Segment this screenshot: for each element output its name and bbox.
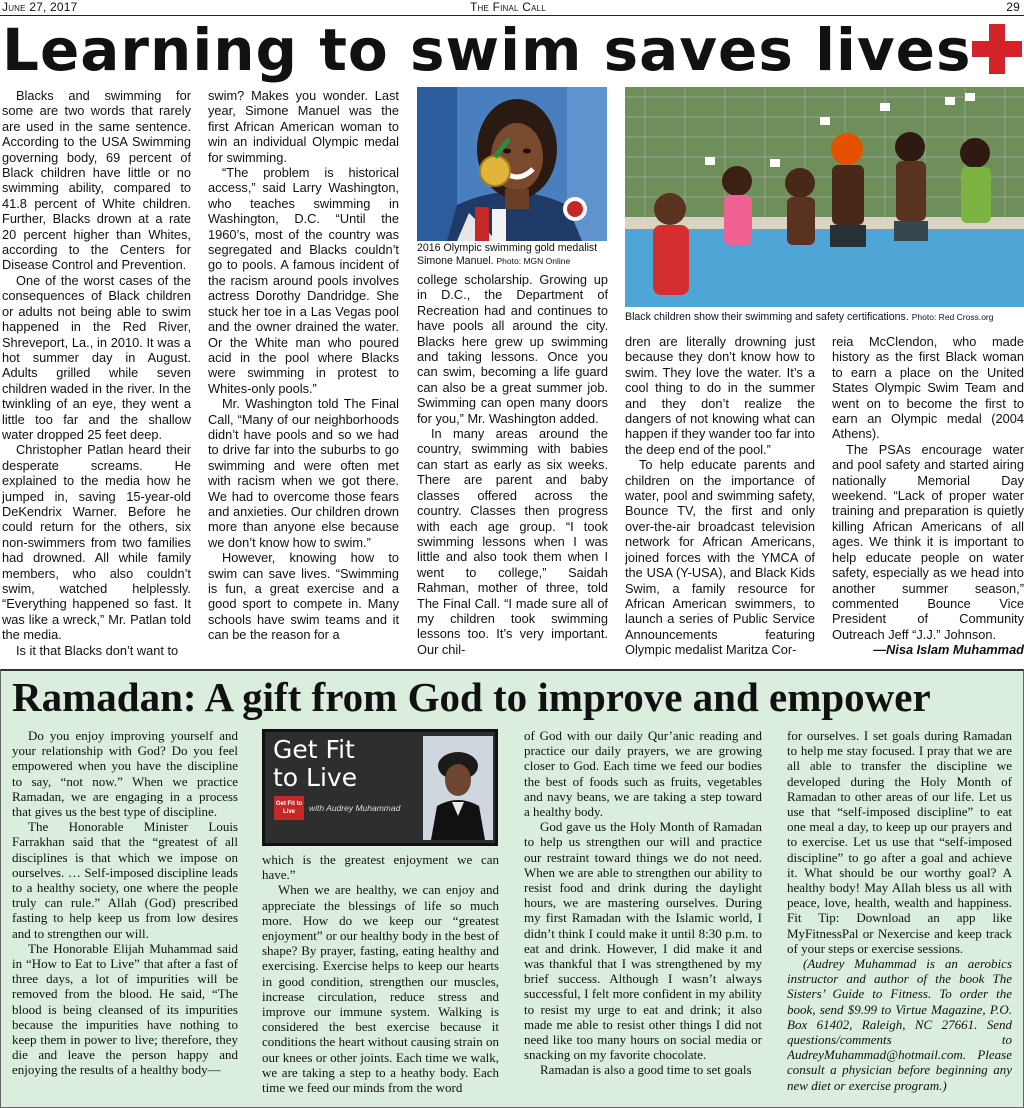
paragraph: for ourselves. I set goals during Ramadan to help me stay focused. I pray that we are all able to transfer the discipline we developed during the Holy Month of Ramadan to other areas of our life. Let us use that “self-imposed discipline” to eat one meal a day, to keep up our prayers and to exercise. Let us use that “self-imposed discipline” to go after a goal and achieve it. What should be our worthy goal? A healthy body! May Allah bless us all with peace, love, health, wealth and happiness. Fit Tip: Download an app like MyFitnessPal or Nexercise and keep track of your steps or exercise sessions.: [787, 728, 1012, 956]
logo-line-2: to Live: [273, 763, 358, 792]
paragraph: Mr. Washington told The Final Call, “Many of our neighborhoods didn’t have pools and so we had to drive far into the suburbs to go swimming and were often met with racism when we got there. We had to overcome those fears and anxieties. Our children drown more than anyone else because we don’t know how to swim.”: [208, 396, 399, 550]
paragraph: When we are healthy, we can enjoy and appreciate the blessings of life so much more. How do we keep our “greatest enjoyment” or our healthy body in the best of shape? By prayer, fasting, eating healthy and exercising. Exercise helps to keep our hearts in good condition, strengthen our muscles, increase circulation, reduce stress and improve our immune system. Walking is considered the best exercise because it conditions the heart without causing strain on our knees or other joints. Each time we walk, we are taking a step to a heathy body. Each time we feed our minds from the word: [262, 882, 499, 1096]
photo-caption-2: [625, 311, 1024, 324]
page-number: 29: [1006, 0, 1020, 14]
paragraph: Ramadan is also a good time to set goals: [540, 1062, 752, 1078]
author-portrait: [423, 736, 493, 840]
logo-subtitle: with Audrey Muhammad: [309, 803, 401, 813]
children-pool-photo: [625, 87, 1024, 307]
get-fit-to-live-logo: [262, 729, 498, 846]
ramadan-headline: Ramadan: A gift from God to improve and empower: [12, 674, 931, 720]
paragraph: swim? Makes you wonder. Last year, Simone Manuel was the first African American woman to win an individual Olympic medal for swimming.: [208, 88, 399, 165]
paragraph: Is it that Blacks don’t want to: [16, 642, 179, 658]
swim-column-5: [832, 334, 1024, 660]
paragraph: which is the greatest enjoyment we can have.”: [262, 852, 499, 883]
paragraph: The PSAs encourage water and pool safety and started airing nationally Memorial Day weekend. “Lack of proper water training and preparation is quietly killing African Americans of all ages. We think it is important to help educate people on water safety, especially as we head into another summer season,” commented Bounce Vice President of Community Outreach Jeff “J.J.” Johnson.: [832, 441, 1024, 642]
photo-credit: Photo: MGN Online: [496, 255, 571, 266]
issue-date: June 27, 2017: [2, 0, 78, 14]
paragraph: “The problem is historical access,” said Larry Washington, who teaches swimming in Washington, D.C. “Until the 1960’s, most of the country was segregated and Blacks couldn’t go to pools. A famous incident of the racism around pools involves actress Dorothy Dandridge. She stuck her toe in a Las Vegas pool and the owner drained the water. Or the White man who poured acid in the pool where Blacks were swimming in protest to Whites-only pools.”: [208, 165, 399, 396]
swim-column-2: [208, 88, 399, 660]
paragraph: college scholarship. Growing up in D.C., the Department of Recreation had and continues to have pools all around the city. Blacks here grew up swimming and taking lessons. Once you can swim, becoming a life guard can also be a great summer job. Swimming can open many doors for you,” Mr. Washington added.: [417, 272, 608, 426]
author-byline: —Nisa Islam Muhammad: [873, 642, 1024, 658]
paragraph: To help educate parents and children on the importance of water, pool and swimming safety, Bounce TV, the first and only over-the-air broadcast television network for African Americans, joined forces with the YMCA of the USA (Y-USA), and Black Kids Swim, a family resource for African American swimmers, to launch a series of Public Service Announcements featuring Olympic medalist Maritza Cor-: [625, 457, 815, 658]
ramadan-column-1: [12, 728, 238, 1103]
paragraph: Do you enjoy improving yourself and your relationship with God? Do you feel empowered when you have the discipline to say, “not now.” When we practice Ramadan, we are engaging in a process that gives us the best type of discipline.: [12, 728, 238, 820]
paragraph: of God with our daily Qur’anic reading and practice our daily prayers, we are growing closer to God. Each time we feed our bodies the best of foods such as fruits, vegetables and navy beans, we are taking a step toward a healthy body.: [524, 728, 762, 820]
paragraph: reia McClendon, who made history as the first Black woman to earn a place on the United States Olympic Swim Team and went on to become the first to earn an Olympic medal (2004 Athens).: [832, 334, 1024, 442]
ramadan-column-4: [787, 728, 1012, 1103]
photo-credit: Photo: Red Cross.org: [911, 312, 994, 322]
caption-text: Black children show their swimming and safety certifications.: [625, 311, 909, 323]
paper-name: The Final Call: [470, 0, 546, 14]
article-headline: Learning to swim saves lives: [2, 16, 972, 84]
swim-column-4: [625, 334, 815, 660]
photo-caption-1: [417, 242, 609, 267]
swim-column-3: [417, 272, 608, 660]
simone-manuel-photo: [417, 87, 607, 241]
paragraph: Blacks and swimming for some are two words that rarely are used in the same sentence. According to the USA Swimming governing body, 69 percent of Black children have little or no swimming ability, compared to 41.8 percent of White children. Further, Blacks drown at a rate 20 percent higher than Whites, according to the Centers for Disease Control and Prevention.: [2, 88, 191, 273]
paragraph: The Honorable Minister Louis Farrakhan said that the “greatest of all disciplines is that which we impose on ourselves. … Self-imposed discipline leads to a healthy society, one where the people truly can rule.” Allah (God) prescribed fasting to help keep us from low desires and to strengthen our will.: [12, 819, 238, 941]
logo-line-1: Get Fit: [273, 735, 355, 764]
swim-column-1: [2, 88, 191, 660]
red-cross-icon: [972, 24, 1022, 74]
paragraph: In many areas around the country, swimming with babies can start as early as six weeks. There are parent and baby classes offered across the country. Classes then progress with each age group. “I took swimming lessons when I was little and also took them when I went to college,” Saidah Rahman, mother of three, told The Final Call. “I made sure all of my children took swimming lessons too. It’s very important. Our chil-: [417, 426, 608, 657]
paragraph: God gave us the Holy Month of Ramadan to help us strengthen our will and practice our restraint toward things we do not need. When we are able to strengthen our ability to resist food and drink during the daylight hours, we are mastering ourselves. During my first Ramadan with the Islamic world, I didn’t think I could make it until 8:30 p.m. to eat and drink. However, I did make it and was thankful that I was strengthened by my brief success. Although I wasn’t always successful, I felt more confident in my ability to resist my urge to eat and drink; it also made me able to resist other things I did not need like too many hours on social media or snacking on my favorite chocolate.: [524, 819, 762, 1063]
author-bio: (Audrey Muhammad is an aerobics instructor and author of the book The Sisters’ Guide to Fitness. To order the book, send $9.99 to Virtue Magazine, P.O. Box 61402, Raleigh, NC 27661. Send questions/comments to AudreyMuhammad@hotmail.com. Please consult a physician before beginning any new diet or exercise program.): [787, 956, 1012, 1093]
caption-text: 2016 Olympic swimming gold medalist Simone Manuel.: [417, 242, 598, 267]
logo-badge: Get Fit to Live: [274, 796, 304, 820]
ramadan-column-3: [524, 728, 762, 1103]
paragraph: dren are literally drowning just because they don’t know how to swim. They love the water. It’s a cool thing to do in the summer and they don’t realize the dangers of not knowing what can happen if they wander too far into the deep end of the pool.”: [625, 334, 815, 457]
paragraph: One of the worst cases of the consequences of Black children or adults not being able to swim happened in the Red River, Shreveport, La., in 2010. It was a hot summer day in August. Adults grilled while seven children waded in the river. In the twinkling of an eye, they went a little too far and the shallow water dropped 25 feet deep.: [2, 272, 191, 442]
ramadan-column-2: [262, 852, 499, 1103]
paragraph: The Honorable Elijah Muhammad said in “How to Eat to Live” that after a fast of three days, a lot of impurities will be removed from the blood. He said, “The blood is being cleansed of its impurities because the impurities have nothing to keep them in power to live; therefore, they die and leave the person happy and enjoying the results of a healthy body—: [12, 940, 238, 1078]
paragraph: Christopher Patlan heard their desperate screams. He explained to the media how he jumped in, saving 15-year-old DeKendrix Warner. Before he could return for the others, six non-swimmers from two families had drowned. All while family members, who also couldn’t swim, watched helplessly. “Everything happened so fast. It was like a wreck,” Mr. Patlan told the media.: [2, 442, 191, 643]
paragraph: However, knowing how to swim can save lives. “Swimming is fun, a great exercise and a good sport to compete in. Many schools have swim teams and it can be the reason for a: [208, 550, 399, 643]
